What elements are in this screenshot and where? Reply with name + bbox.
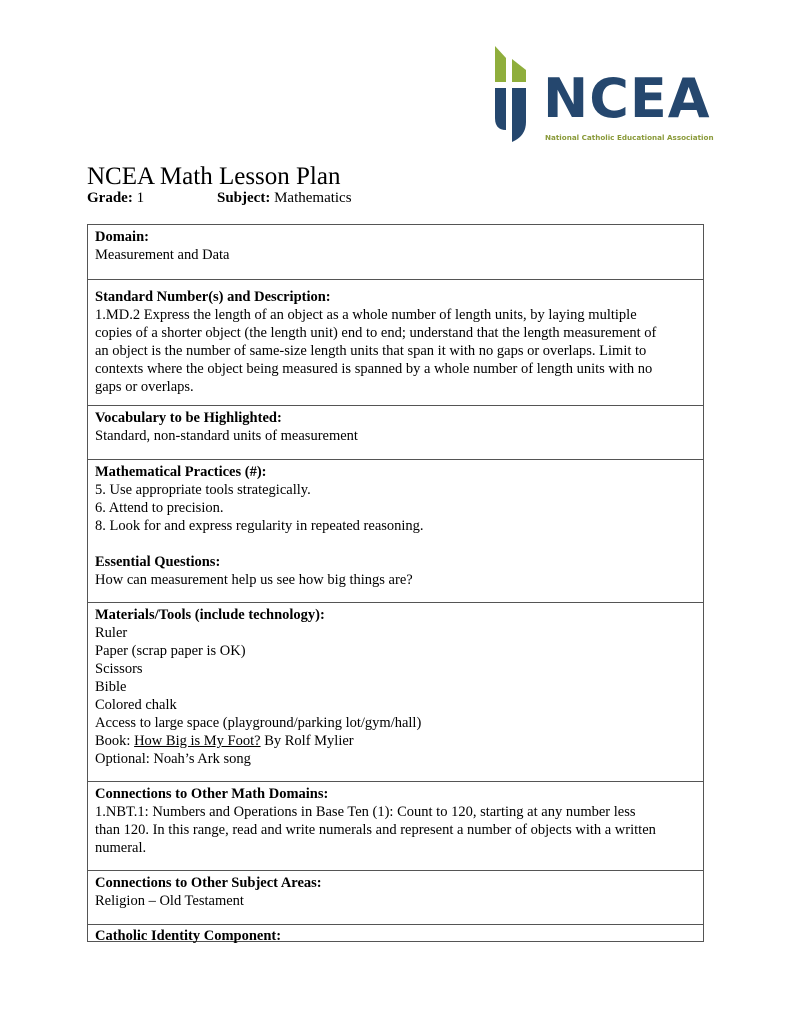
connections-math-line: 1.NBT.1: Numbers and Operations in Base Ten (1): Count to 120, starting at any number less	[95, 804, 636, 820]
catholic-identity-section	[88, 925, 703, 944]
materials-heading: Materials/Tools (include technology):	[95, 607, 325, 623]
standard-line: gaps or overlaps.	[95, 379, 194, 395]
material-book	[95, 732, 696, 750]
vocabulary-section	[88, 406, 703, 460]
connections-math-section	[88, 782, 703, 871]
vocabulary-text: Standard, non-standard units of measurement	[95, 428, 358, 444]
book-title: How Big is My Foot?	[134, 733, 261, 749]
connections-math-line: than 120. In this range, read and write numerals and represent a number of objects with a written	[95, 822, 656, 838]
page-title: NCEA Math Lesson Plan	[87, 163, 341, 190]
material-optional: Optional: Noah’s Ark song	[95, 751, 251, 767]
lesson-meta	[87, 190, 352, 207]
domain-section	[88, 225, 703, 280]
domain-heading: Domain:	[95, 229, 149, 245]
material-item: Bible	[95, 679, 127, 695]
essential-questions-heading: Essential Questions:	[95, 554, 221, 570]
material-item: Scissors	[95, 661, 143, 677]
connections-subject-text: Religion – Old Testament	[95, 893, 244, 909]
connections-math-heading: Connections to Other Math Domains:	[95, 786, 329, 802]
book-prefix: Book:	[95, 733, 135, 749]
material-item: Ruler	[95, 625, 128, 641]
lesson-plan-table	[87, 224, 704, 942]
subject-value: Mathematics	[274, 190, 352, 206]
subject-label: Subject:	[217, 190, 271, 206]
domain-text: Measurement and Data	[95, 247, 230, 263]
practices-heading: Mathematical Practices (#):	[95, 464, 267, 480]
logo-wordmark: NCEA	[543, 67, 711, 130]
grade-value: 1	[136, 190, 145, 206]
practice-item: 5. Use appropriate tools strategically.	[95, 482, 311, 498]
book-author: By Rolf Mylier	[260, 733, 354, 749]
grade-label: Grade:	[87, 190, 133, 206]
logo-tagline: National Catholic Educational Association	[545, 133, 714, 142]
catholic-identity-heading: Catholic Identity Component:	[95, 928, 282, 944]
standard-line: 1.MD.2 Express the length of an object as a whole number of length units, by laying multiple	[95, 307, 637, 323]
connections-subject-section	[88, 871, 703, 925]
standard-line: contexts where the object being measured is spanned by a whole number of length units with no	[95, 361, 653, 377]
practice-item: 6. Attend to precision.	[95, 500, 224, 516]
standard-line: copies of a shorter object (the length unit) end to end; understand that the length measurement of	[95, 325, 657, 341]
materials-section	[88, 603, 703, 782]
practices-section	[88, 460, 703, 603]
material-item: Paper (scrap paper is OK)	[95, 643, 246, 659]
connections-subject-heading: Connections to Other Subject Areas:	[95, 875, 322, 891]
standard-heading: Standard Number(s) and Description:	[95, 289, 331, 305]
material-item: Access to large space (playground/parking lot/gym/hall)	[95, 715, 422, 731]
standard-section	[88, 280, 703, 406]
practice-item: 8. Look for and express regularity in repeated reasoning.	[95, 518, 424, 534]
material-item: Colored chalk	[95, 697, 177, 713]
connections-math-line: numeral.	[95, 840, 147, 856]
essential-questions-text: How can measurement help us see how big things are?	[95, 572, 413, 588]
vocabulary-heading: Vocabulary to be Highlighted:	[95, 410, 282, 426]
standard-line: an object is the number of same-size length units that span it with no gaps or overlaps. Limit to	[95, 343, 647, 359]
